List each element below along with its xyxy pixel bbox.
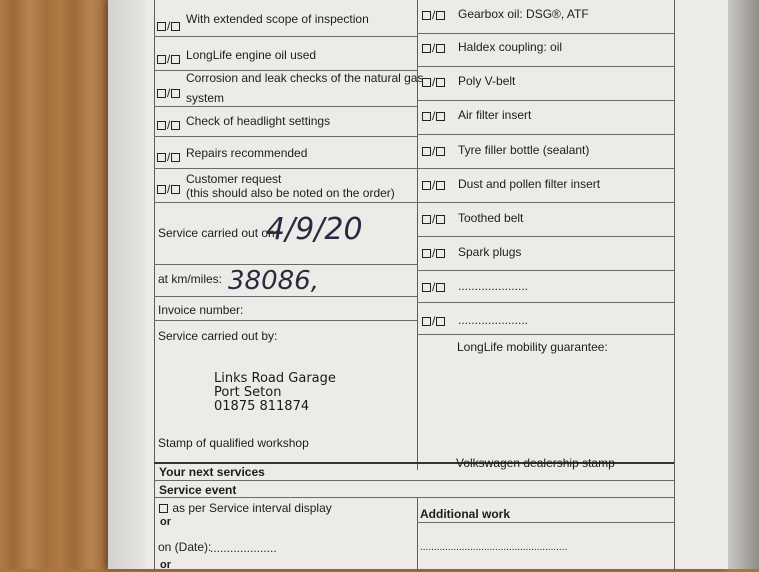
item-label: Repairs recommended (186, 146, 308, 160)
service-event-heading: Service event (159, 483, 237, 497)
checkbox-option[interactable]: / (421, 178, 446, 192)
section-divider (417, 522, 674, 523)
next-services-divider (417, 498, 418, 569)
dealership-stamp-label: Volkswagen dealership stamp (456, 456, 615, 470)
checkbox-option[interactable]: / (156, 118, 181, 132)
item-label: Poly V-belt (458, 74, 516, 88)
blank-item-line: ..................... (458, 313, 529, 327)
row-divider (154, 202, 417, 203)
on-date-label: on (Date): (158, 540, 212, 554)
row-divider (154, 36, 417, 37)
stamp-garage-name: Links Road Garage (214, 371, 336, 386)
row-divider (417, 270, 674, 271)
row-divider (417, 33, 674, 34)
checkbox-option[interactable]: / (421, 144, 446, 158)
additional-work-heading: Additional work (420, 507, 510, 521)
item-label: With extended scope of inspection (186, 12, 369, 26)
blank-item-line: ..................... (458, 279, 529, 293)
item-label: LongLife engine oil used (186, 48, 317, 62)
row-divider (417, 168, 674, 169)
stamp-town: Port Seton (214, 385, 282, 400)
item-label: Spark plugs (458, 245, 522, 259)
section-divider (154, 480, 674, 481)
service-date-handwritten: 4/9/20 (266, 212, 363, 247)
row-divider (417, 236, 674, 237)
checkbox-option[interactable]: / (421, 280, 446, 294)
interval-display-option[interactable]: as per Service interval display (158, 501, 332, 515)
checkbox-option[interactable]: / (421, 41, 446, 55)
checkbox-option[interactable]: / (421, 246, 446, 260)
stamp-label: Stamp of qualified workshop (158, 436, 309, 450)
service-by-label: Service carried out by: (158, 329, 278, 343)
row-divider (154, 264, 417, 265)
invoice-number-label: Invoice number: (158, 303, 244, 317)
checkbox-option[interactable]: / (421, 109, 446, 123)
checkbox-option[interactable]: / (421, 314, 446, 328)
additional-work-dots: ..................................................... (420, 542, 568, 553)
row-divider (154, 168, 417, 169)
row-divider (154, 106, 417, 107)
item-label-line2: system (186, 91, 225, 105)
checkbox-option[interactable]: / (156, 19, 181, 33)
item-label: Air filter insert (458, 108, 532, 122)
checkbox-option[interactable]: / (156, 182, 181, 196)
row-divider (154, 136, 417, 137)
item-label: Gearbox oil: DSG®, ATF (458, 7, 589, 21)
mobility-guarantee-label: LongLife mobility guarantee: (457, 340, 608, 354)
stamp-phone: 01875 811874 (214, 399, 310, 414)
item-label: Corrosion and leak checks of the natural gas (186, 71, 424, 85)
row-divider (417, 100, 674, 101)
item-label: Toothed belt (458, 211, 524, 225)
row-divider (154, 320, 417, 321)
service-record-form (148, 0, 678, 569)
item-label: Dust and pollen filter insert (458, 177, 601, 191)
row-divider (417, 334, 674, 335)
row-divider (417, 66, 674, 67)
item-label: Tyre filler bottle (sealant) (458, 143, 590, 157)
checkbox-option[interactable]: / (421, 212, 446, 226)
checkbox-option[interactable]: / (421, 8, 446, 22)
checkbox-option[interactable]: / (421, 75, 446, 89)
km-miles-label: at km/miles: (158, 272, 223, 286)
garage-stamp (214, 372, 336, 414)
checkbox-option[interactable]: / (156, 150, 181, 164)
or-label: or (160, 516, 171, 528)
item-label: Customer request (186, 172, 282, 186)
on-date-dots: .................... (210, 541, 277, 555)
item-label-line2: (this should also be noted on the order) (186, 186, 395, 200)
service-date-label: Service carried out on: (158, 226, 279, 240)
next-services-heading: Your next services (159, 465, 265, 479)
km-miles-handwritten: 38086, (228, 266, 319, 296)
item-label: Haldex coupling: oil (458, 40, 563, 54)
form-left-border (154, 0, 155, 569)
section-divider (154, 497, 674, 498)
checkbox-option[interactable]: / (156, 52, 181, 66)
row-divider (417, 134, 674, 135)
row-divider (417, 202, 674, 203)
row-divider (417, 302, 674, 303)
booklet-edge (728, 0, 759, 569)
page-margin (108, 0, 146, 569)
form-right-border (674, 0, 675, 569)
checkbox-option[interactable]: / (156, 86, 181, 100)
row-divider (154, 296, 417, 297)
item-label: Check of headlight settings (186, 114, 331, 128)
or-label: or (160, 559, 171, 571)
